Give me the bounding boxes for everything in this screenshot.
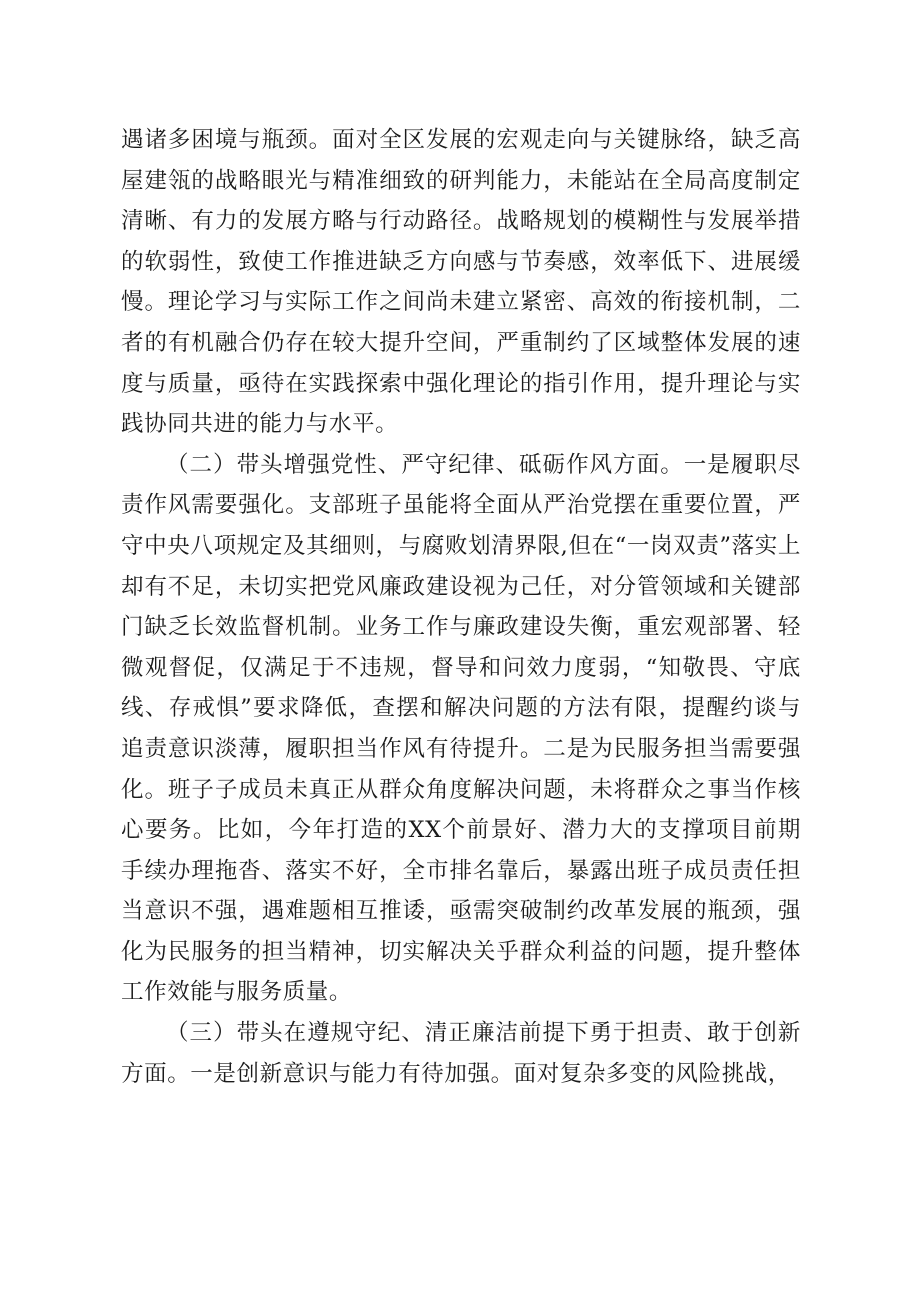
paragraph-section-three: （三）带头在遵规守纪、清正廉洁前提下勇于担责、敢于创新方面。一是创新意识与能力有待加强。面对复杂多变的风险挑战， [121, 1020, 801, 1087]
document-body [121, 120, 801, 1094]
paragraph-section-two: （二）带头增强党性、严守纪律、砥砺作风方面。一是履职尽责作风需要强化。支部班子虽能将全面从严治党摆在重要位置，严守中央八项规定及其细则，与腐败划清界限,但在“一岗双责”落实上却有不足，未切实把党风廉政建设视为己任，对分管领域和关键部门缺乏长效监督机制。业务工作与廉政建设失衡，重宏观部署、轻微观督促，仅满足于不违规，督导和问效力度弱，“知敬畏、守底线、存戒惧”要求降低，查摆和解决问题的方法有限，提醒约谈与追责意识淡薄，履职担当作风有待提升。二是为民服务担当需要强化。班子子成员未真正从群众角度解决问题，未将群众之事当作核心要务。比如，今年打造的XX个前景好、潜力大的支撑项目前期手续办理拖沓、落实不好，全市排名靠后，暴露出班子成员责任担当意识不强，遇难题相互推诿，亟需突破制约改革发展的瓶颈，强化为民服务的担当精神，切实解决关乎群众利益的问题，提升整体工作效能与服务质量。 [121, 451, 801, 1006]
paragraph-continuation: 遇诸多困境与瓶颈。面对全区发展的宏观走向与关键脉络，缺乏高屋建瓴的战略眼光与精准细致的研判能力，未能站在全局高度制定清晰、有力的发展方略与行动路径。战略规划的模糊性与发展举措的软弱性，致使工作推进缺乏方向感与节奏感，效率低下、进展缓慢。理论学习与实际工作之间尚未建立紧密、高效的衔接机制，二者的有机融合仍存在较大提升空间，严重制约了区域整体发展的速度与质量，亟待在实践探索中强化理论的指引作用，提升理论与实践协同共进的能力与水平。 [121, 127, 801, 438]
